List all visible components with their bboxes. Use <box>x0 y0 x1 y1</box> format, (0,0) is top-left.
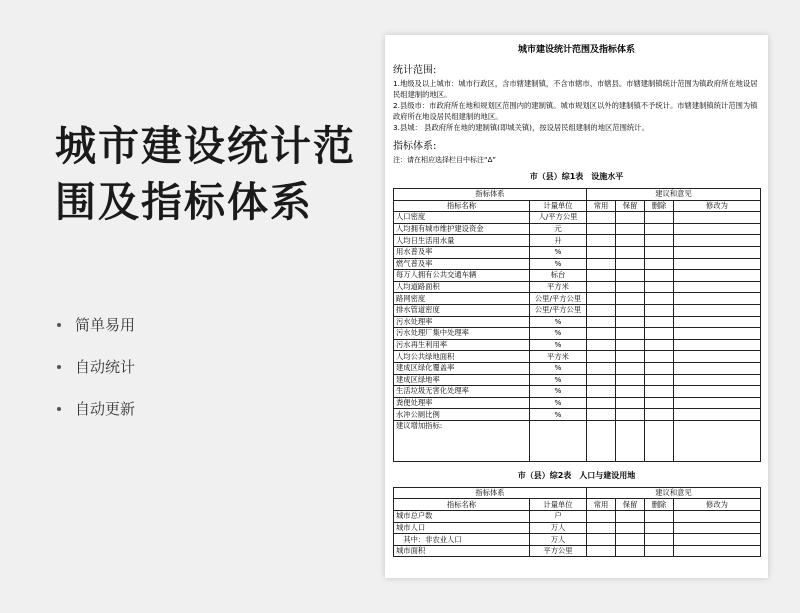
indicator-name: 燃气普及率 <box>394 258 530 270</box>
table2-col-delete: 删除 <box>645 499 674 511</box>
document-preview <box>385 35 768 578</box>
table-row <box>394 235 761 247</box>
table-cell[interactable] <box>645 420 674 461</box>
indicator-unit: % <box>530 339 587 351</box>
delete-cell[interactable] <box>645 235 674 247</box>
table-row <box>394 397 761 409</box>
modify-cell[interactable] <box>674 522 761 534</box>
indicator-unit: 元 <box>530 223 587 235</box>
modify-cell[interactable] <box>674 386 761 398</box>
delete-cell[interactable] <box>645 223 674 235</box>
keep-cell[interactable] <box>616 374 645 386</box>
table2-col-keep: 保留 <box>616 499 645 511</box>
common-cell[interactable] <box>587 522 616 534</box>
keep-cell[interactable] <box>616 304 645 316</box>
indicator-unit: 标台 <box>530 270 587 282</box>
note-text: 注：请在相应选择栏目中标注“Δ” <box>393 156 497 164</box>
common-cell[interactable] <box>587 293 616 305</box>
bullet-icon <box>57 365 61 369</box>
common-cell[interactable] <box>587 223 616 235</box>
delete-cell[interactable] <box>645 316 674 328</box>
table1-col-common: 常用 <box>587 200 616 212</box>
table-row <box>394 304 761 316</box>
delete-cell[interactable] <box>645 328 674 340</box>
delete-cell[interactable] <box>645 386 674 398</box>
delete-cell[interactable] <box>645 397 674 409</box>
keep-cell[interactable] <box>616 362 645 374</box>
modify-cell[interactable] <box>674 339 761 351</box>
delete-cell[interactable] <box>645 304 674 316</box>
table-row <box>394 293 761 305</box>
indicator-unit: % <box>530 328 587 340</box>
table-row <box>394 522 761 534</box>
common-cell[interactable] <box>587 246 616 258</box>
delete-cell[interactable] <box>645 293 674 305</box>
keep-cell[interactable] <box>616 258 645 270</box>
indicator-unit: % <box>530 362 587 374</box>
table-row <box>394 534 761 546</box>
feature-label: 自动统计 <box>75 358 136 376</box>
keep-cell[interactable] <box>616 351 645 363</box>
modify-cell[interactable] <box>674 351 761 363</box>
poster-title <box>55 118 356 230</box>
common-cell[interactable] <box>587 270 616 282</box>
table1-body <box>394 212 761 421</box>
keep-cell[interactable] <box>616 281 645 293</box>
modify-cell[interactable] <box>674 316 761 328</box>
indicator-unit: 公里/平方公里 <box>530 293 587 305</box>
table-row <box>394 270 761 282</box>
modify-cell[interactable] <box>674 212 761 224</box>
common-cell[interactable] <box>587 316 616 328</box>
table-cell[interactable] <box>587 420 616 461</box>
indicator-unit: 升 <box>530 235 587 247</box>
indicator-unit: % <box>530 246 587 258</box>
table-row <box>394 339 761 351</box>
delete-cell[interactable] <box>645 281 674 293</box>
modify-cell[interactable] <box>674 534 761 546</box>
common-cell[interactable] <box>587 339 616 351</box>
indicator-unit: 人/平方公里 <box>530 212 587 224</box>
common-cell[interactable] <box>587 534 616 546</box>
common-cell[interactable] <box>587 409 616 421</box>
indicator-unit: % <box>530 409 587 421</box>
common-cell[interactable] <box>587 258 616 270</box>
table-row <box>394 409 761 421</box>
modify-cell[interactable] <box>674 246 761 258</box>
table-row <box>394 328 761 340</box>
delete-cell[interactable] <box>645 362 674 374</box>
common-cell[interactable] <box>587 511 616 523</box>
indicator-unit: 万人 <box>530 522 587 534</box>
common-cell[interactable] <box>587 397 616 409</box>
delete-cell[interactable] <box>645 351 674 363</box>
table-row <box>394 316 761 328</box>
table-row <box>394 511 761 523</box>
indicator-name: 污水处理厂集中处理率 <box>394 328 530 340</box>
table-row <box>394 362 761 374</box>
delete-cell[interactable] <box>645 246 674 258</box>
table-row <box>394 374 761 386</box>
feature-item <box>57 356 135 398</box>
table-row <box>394 212 761 224</box>
common-cell[interactable] <box>587 212 616 224</box>
keep-cell[interactable] <box>616 397 645 409</box>
keep-cell[interactable] <box>616 246 645 258</box>
table2-col-modify: 修改为 <box>674 499 761 511</box>
poster-title-line-2: 围及指标体系 <box>55 178 313 226</box>
table-row <box>394 351 761 363</box>
indicator-name: 人口密度 <box>394 212 530 224</box>
keep-cell[interactable] <box>616 328 645 340</box>
common-cell[interactable] <box>587 386 616 398</box>
table1-title: 市（县）综1表 设施水平 <box>529 172 624 181</box>
bullet-icon <box>57 323 61 327</box>
delete-cell[interactable] <box>645 374 674 386</box>
indicator-unit: 公里/平方公里 <box>530 304 587 316</box>
table1-col-unit: 计量单位 <box>530 200 587 212</box>
modify-cell[interactable] <box>674 397 761 409</box>
indicator-name: 城市人口 <box>394 522 530 534</box>
indicator-unit: % <box>530 316 587 328</box>
table2-group-advice: 建议和意见 <box>587 487 761 499</box>
delete-cell[interactable] <box>645 339 674 351</box>
indicator-name: 排水管道密度 <box>394 304 530 316</box>
indicator-name: 用水普及率 <box>394 246 530 258</box>
table-cell[interactable] <box>616 420 645 461</box>
indicator-name: 建成区绿化覆盖率 <box>394 362 530 374</box>
keep-cell[interactable] <box>616 270 645 282</box>
table-row <box>394 545 761 557</box>
indicator-name: 人均公共绿地面积 <box>394 351 530 363</box>
scope-paragraph-1: 1.地级及以上城市：城市行政区，含市辖建制镇，不含市辖市、市辖县。市辖建制镇统计范围为镇政府所在地设居民组建制的地区。 <box>393 79 758 99</box>
indicator-name: 其中：非农业人口 <box>394 534 530 546</box>
delete-cell[interactable] <box>645 534 674 546</box>
table2-group-indicator: 指标体系 <box>394 487 587 499</box>
keep-cell[interactable] <box>616 223 645 235</box>
indicator-unit: % <box>530 258 587 270</box>
keep-cell[interactable] <box>616 534 645 546</box>
keep-cell[interactable] <box>616 511 645 523</box>
indicator-name: 建成区绿地率 <box>394 374 530 386</box>
table-cell[interactable] <box>674 420 761 461</box>
feature-item <box>57 314 135 356</box>
indicator-name: 人均日生活用水量 <box>394 235 530 247</box>
system-heading: 指标体系: <box>393 141 437 152</box>
indicator-unit: % <box>530 386 587 398</box>
keep-cell[interactable] <box>616 293 645 305</box>
indicator-name: 人均道路面积 <box>394 281 530 293</box>
indicator-name: 每万人拥有公共交通车辆 <box>394 270 530 282</box>
common-cell[interactable] <box>587 328 616 340</box>
modify-cell[interactable] <box>674 362 761 374</box>
modify-cell[interactable] <box>674 304 761 316</box>
scope-paragraph-2: 2.县级市：市政府所在地和规划区范围内的建制镇。城市规划区以外的建制镇不予统计。市辖建制镇统计范围为镇政府所在地设居民组建制的地区。 <box>393 101 758 121</box>
table1-col-keep: 保留 <box>616 200 645 212</box>
indicator-name: 人均拥有城市维护建设资金 <box>394 223 530 235</box>
indicator-name: 城市总户数 <box>394 511 530 523</box>
document-title: 城市建设统计范围及指标体系 <box>517 45 635 55</box>
delete-cell[interactable] <box>645 522 674 534</box>
common-cell[interactable] <box>587 235 616 247</box>
common-cell[interactable] <box>587 374 616 386</box>
keep-cell[interactable] <box>616 522 645 534</box>
table1-col-delete: 删除 <box>645 200 674 212</box>
delete-cell[interactable] <box>645 409 674 421</box>
modify-cell[interactable] <box>674 374 761 386</box>
modify-cell[interactable] <box>674 281 761 293</box>
table2-title: 市（县）综2表 人口与建设用地 <box>517 470 636 480</box>
indicator-name: 粪便处理率 <box>394 397 530 409</box>
scope-paragraph-3: 3.县城： 县政府所在地的建制镇(即城关镇)，按设居民组建制的地区范围统计。 <box>393 123 649 132</box>
feature-list <box>57 314 135 440</box>
delete-cell[interactable] <box>645 511 674 523</box>
table-row <box>394 281 761 293</box>
indicator-name: 水冲公厕比例 <box>394 409 530 421</box>
indicator-unit: 户 <box>530 511 587 523</box>
indicator-unit: % <box>530 397 587 409</box>
table1 <box>393 188 761 462</box>
keep-cell[interactable] <box>616 235 645 247</box>
feature-item <box>57 398 135 440</box>
table-row <box>394 246 761 258</box>
modify-cell[interactable] <box>674 409 761 421</box>
delete-cell[interactable] <box>645 212 674 224</box>
indicator-name: 污水再生利用率 <box>394 339 530 351</box>
table1-group-indicator: 指标体系 <box>394 189 587 201</box>
delete-cell[interactable] <box>645 545 674 557</box>
table-row <box>394 386 761 398</box>
modify-cell[interactable] <box>674 223 761 235</box>
indicator-unit: 平方米 <box>530 351 587 363</box>
keep-cell[interactable] <box>616 545 645 557</box>
modify-cell[interactable] <box>674 328 761 340</box>
indicator-name: 污水处理率 <box>394 316 530 328</box>
indicator-unit: 平方公里 <box>530 545 587 557</box>
feature-label: 自动更新 <box>75 400 136 418</box>
indicator-unit: 万人 <box>530 534 587 546</box>
delete-cell[interactable] <box>645 270 674 282</box>
table1-col-modify: 修改为 <box>674 200 761 212</box>
modify-cell[interactable] <box>674 511 761 523</box>
keep-cell[interactable] <box>616 386 645 398</box>
table2-body <box>394 511 761 557</box>
indicator-unit: 平方米 <box>530 281 587 293</box>
indicator-name: 路网密度 <box>394 293 530 305</box>
modify-cell[interactable] <box>674 545 761 557</box>
indicator-name: 城市面积 <box>394 545 530 557</box>
common-cell[interactable] <box>587 351 616 363</box>
modify-cell[interactable] <box>674 293 761 305</box>
keep-cell[interactable] <box>616 339 645 351</box>
keep-cell[interactable] <box>616 409 645 421</box>
table-row <box>394 258 761 270</box>
table1-col-name: 指标名称 <box>394 200 530 212</box>
table-row <box>394 223 761 235</box>
table1-group-advice: 建议和意见 <box>587 189 761 201</box>
indicator-name: 生活垃圾无害化处理率 <box>394 386 530 398</box>
modify-cell[interactable] <box>674 235 761 247</box>
common-cell[interactable] <box>587 545 616 557</box>
keep-cell[interactable] <box>616 212 645 224</box>
bullet-icon <box>57 407 61 411</box>
keep-cell[interactable] <box>616 316 645 328</box>
common-cell[interactable] <box>587 281 616 293</box>
table1-suggest-label: 建议增加指标: <box>394 420 530 461</box>
table-cell[interactable] <box>530 420 587 461</box>
common-cell[interactable] <box>587 362 616 374</box>
feature-label: 简单易用 <box>75 316 136 334</box>
table2-col-name: 指标名称 <box>394 499 530 511</box>
delete-cell[interactable] <box>645 258 674 270</box>
poster-title-line-1: 城市建设统计范 <box>55 122 356 170</box>
table2-col-common: 常用 <box>587 499 616 511</box>
common-cell[interactable] <box>587 304 616 316</box>
modify-cell[interactable] <box>674 258 761 270</box>
table2 <box>393 487 761 558</box>
indicator-unit: % <box>530 374 587 386</box>
table2-col-unit: 计量单位 <box>530 499 587 511</box>
scope-heading: 统计范围: <box>393 65 437 76</box>
modify-cell[interactable] <box>674 270 761 282</box>
